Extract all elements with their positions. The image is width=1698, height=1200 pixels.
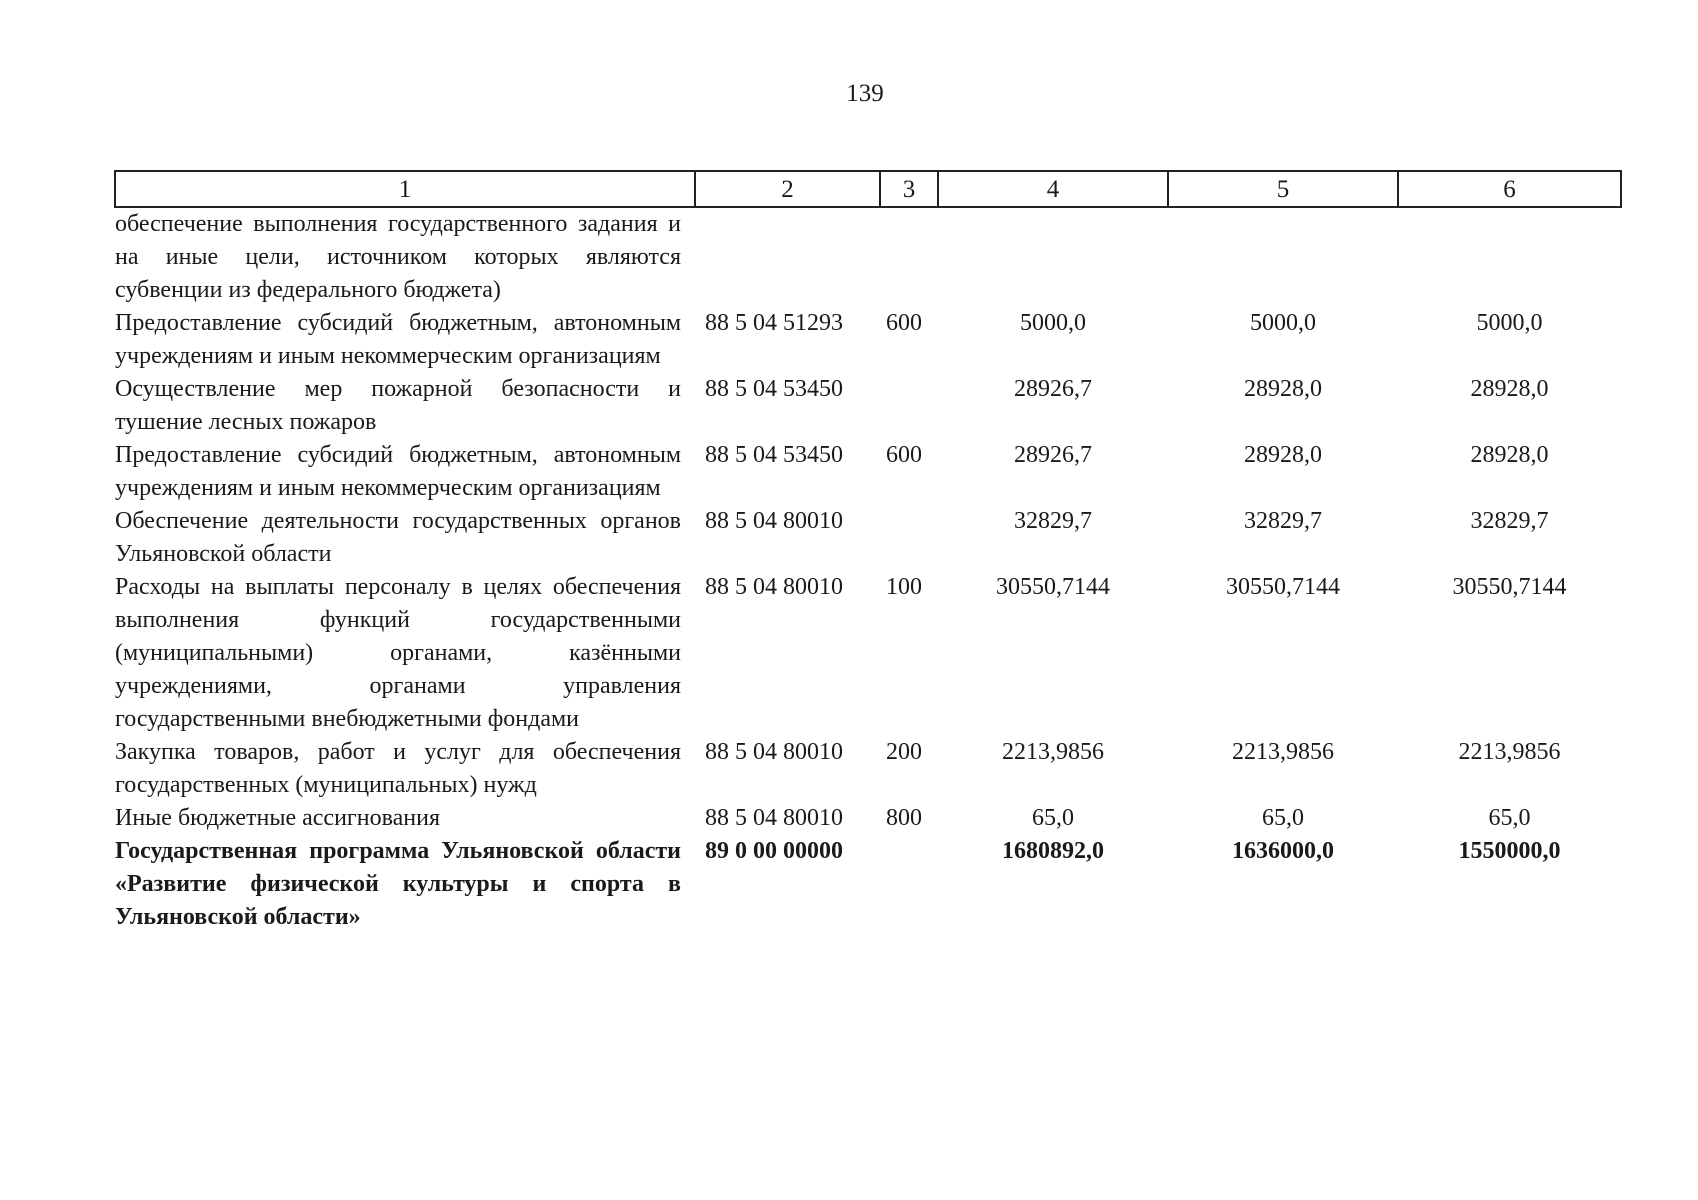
table-row <box>115 207 1621 307</box>
row-expense-type-cell <box>880 505 938 571</box>
table-row <box>115 802 1621 835</box>
row-value-col6-cell: 28928,0 <box>1470 442 1549 468</box>
row-name-cell: Осуществление мер пожарной безопасности и тушение лесных пожаров <box>115 376 681 435</box>
row-value-col6-cell: 28928,0 <box>1470 376 1549 402</box>
row-expense-type-cell: 200 <box>886 739 922 765</box>
row-value-col4-cell: 28926,7 <box>1014 442 1092 468</box>
table-row <box>115 571 1621 736</box>
table-row <box>115 307 1621 373</box>
page-number: 139 <box>846 80 884 107</box>
row-value-col5-cell: 32829,7 <box>1244 508 1322 534</box>
row-value-col4-cell: 28926,7 <box>1014 376 1092 402</box>
header-col-3: 3 <box>880 171 938 207</box>
row-name-cell: Закупка товаров, работ и услуг для обеспечения государственных (муниципальных) нужд <box>115 739 681 798</box>
row-code-cell: 88 5 04 80010 <box>705 739 843 765</box>
row-name-cell: обеспечение выполнения государственного задания и на иные цели, источником которых являются субвенции из федерального бюджета) <box>115 211 681 303</box>
row-code-cell: 88 5 04 80010 <box>705 805 843 831</box>
table-row <box>115 373 1621 439</box>
row-value-col6-cell <box>1398 207 1621 307</box>
row-code-cell: 88 5 04 51293 <box>705 310 843 336</box>
row-code-cell: 88 5 04 53450 <box>705 442 843 468</box>
table-row <box>115 835 1621 934</box>
row-code-cell: 88 5 04 80010 <box>705 574 843 600</box>
row-name-cell: Предоставление субсидий бюджетным, автономным учреждениям и иным некоммерческим организациям <box>115 310 681 369</box>
row-expense-type-cell: 600 <box>886 442 922 468</box>
row-expense-type-cell: 100 <box>886 574 922 600</box>
row-value-col5-cell: 28928,0 <box>1244 376 1322 402</box>
row-name-cell: Государственная программа Ульяновской области «Развитие физической культуры и спорта в Ульяновской области» <box>115 838 681 930</box>
row-name-cell: Обеспечение деятельности государственных органов Ульяновской области <box>115 508 681 567</box>
budget-table <box>114 170 1622 934</box>
budget-table-container <box>114 170 1620 934</box>
row-expense-type-cell <box>880 835 938 934</box>
header-row <box>115 171 1621 207</box>
row-value-col5-cell <box>1168 207 1398 307</box>
header-col-6: 6 <box>1398 171 1621 207</box>
row-name-cell: Предоставление субсидий бюджетным, автономным учреждениям и иным некоммерческим организациям <box>115 442 681 501</box>
row-value-col6-cell: 5000,0 <box>1476 310 1543 336</box>
table-row <box>115 736 1621 802</box>
row-value-col4-cell <box>938 207 1168 307</box>
row-value-col4-cell: 65,0 <box>1032 805 1074 831</box>
row-value-col6-cell: 65,0 <box>1488 805 1531 831</box>
row-value-col5-cell: 28928,0 <box>1244 442 1322 468</box>
row-value-col5-cell: 65,0 <box>1262 805 1304 831</box>
row-value-col4-cell: 32829,7 <box>1014 508 1092 534</box>
header-col-2: 2 <box>695 171 880 207</box>
row-expense-type-cell <box>880 373 938 439</box>
row-code-cell: 89 0 00 00000 <box>705 838 843 864</box>
table-header <box>115 171 1621 207</box>
row-value-col5-cell: 2213,9856 <box>1232 739 1334 765</box>
row-code-cell <box>695 207 880 307</box>
header-col-1: 1 <box>115 171 695 207</box>
row-value-col5-cell: 1636000,0 <box>1232 838 1334 864</box>
row-value-col5-cell: 30550,7144 <box>1226 574 1340 600</box>
row-name-cell: Расходы на выплаты персоналу в целях обеспечения выполнения функций государственными (муниципальными) органами, казёнными учреждениями, органами управления государственными внебюджетными фондами <box>115 574 681 732</box>
table-row <box>115 439 1621 505</box>
header-col-5: 5 <box>1168 171 1398 207</box>
table-body <box>115 207 1621 934</box>
row-expense-type-cell: 800 <box>886 805 922 831</box>
row-value-col6-cell: 2213,9856 <box>1458 739 1561 765</box>
row-expense-type-cell <box>880 207 938 307</box>
row-value-col6-cell: 1550000,0 <box>1458 838 1561 864</box>
row-expense-type-cell: 600 <box>886 310 922 336</box>
row-value-col6-cell: 30550,7144 <box>1452 574 1567 600</box>
row-value-col4-cell: 1680892,0 <box>1002 838 1104 864</box>
row-code-cell: 88 5 04 80010 <box>705 508 843 534</box>
row-value-col4-cell: 30550,7144 <box>996 574 1110 600</box>
row-value-col5-cell: 5000,0 <box>1250 310 1316 336</box>
row-value-col6-cell: 32829,7 <box>1470 508 1549 534</box>
row-code-cell: 88 5 04 53450 <box>705 376 843 402</box>
row-value-col4-cell: 5000,0 <box>1020 310 1086 336</box>
row-value-col4-cell: 2213,9856 <box>1002 739 1104 765</box>
table-row <box>115 505 1621 571</box>
header-col-4: 4 <box>938 171 1168 207</box>
row-name-cell: Иные бюджетные ассигнования <box>115 805 440 831</box>
